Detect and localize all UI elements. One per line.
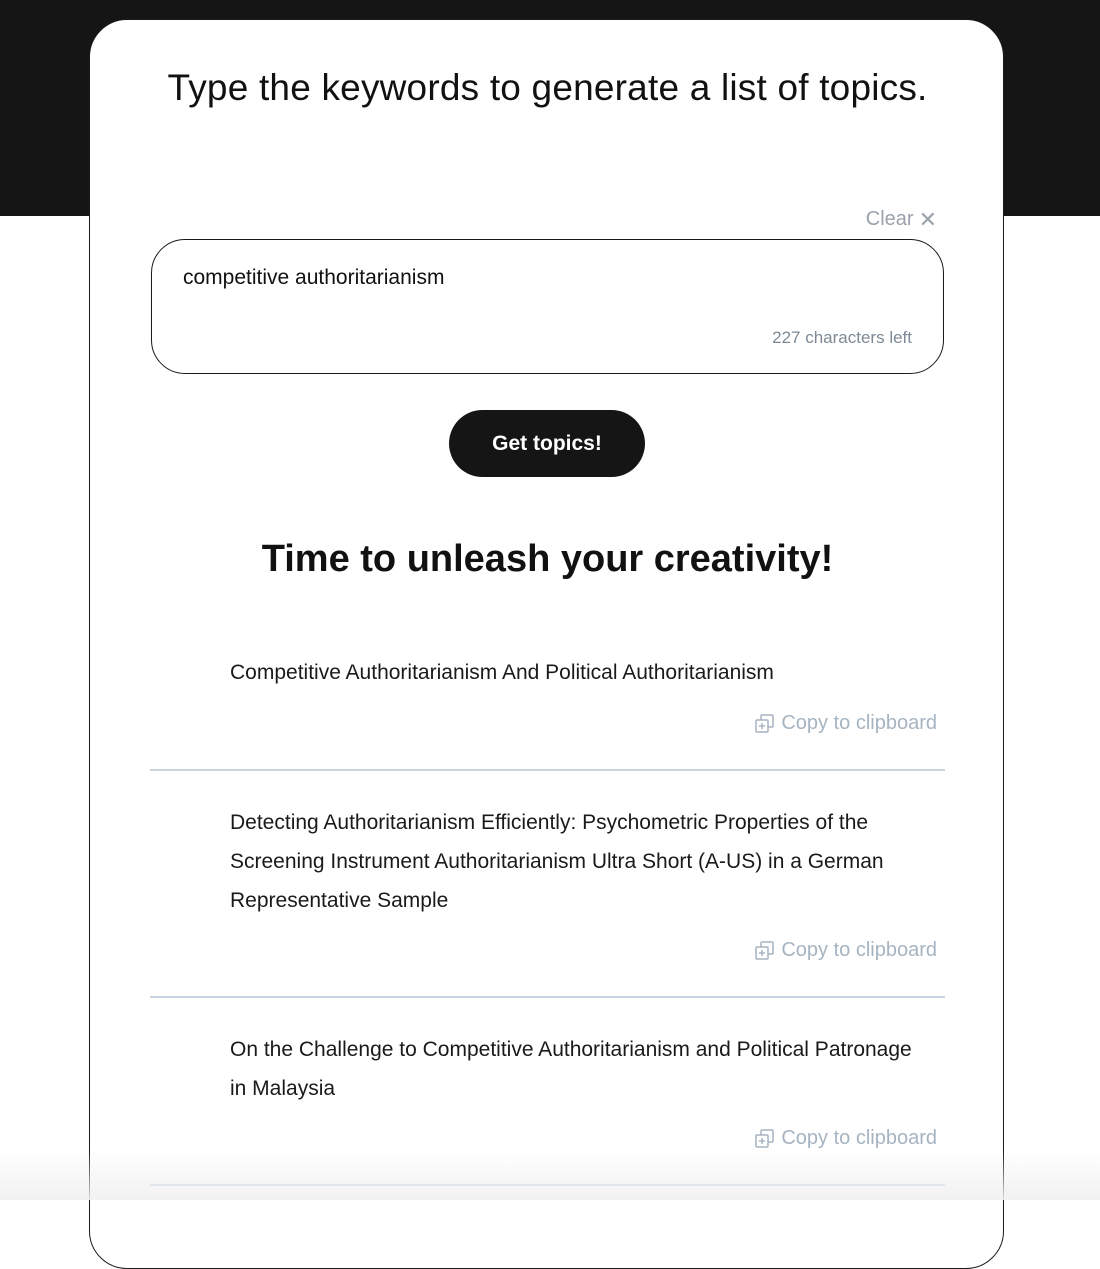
copy-icon — [754, 713, 776, 735]
copy-label: Copy to clipboard — [781, 939, 937, 961]
copy-to-clipboard-button[interactable] — [754, 939, 937, 962]
close-icon: ✕ — [918, 206, 937, 232]
clear-button[interactable] — [866, 208, 937, 231]
characters-left-counter: 227 characters left — [772, 328, 912, 347]
copy-to-clipboard-button[interactable] — [754, 712, 937, 735]
topic-text: On the Challenge to Competitive Authoritarianism and Political Patronage in Malaysia — [230, 1038, 912, 1100]
keywords-input-value[interactable]: competitive authoritarianism — [183, 266, 445, 289]
copy-icon — [754, 940, 776, 962]
page-title: Type the keywords to generate a list of topics. — [167, 67, 928, 108]
copy-icon — [754, 1128, 776, 1150]
topic-item — [150, 771, 945, 998]
topic-generator-card — [89, 19, 1004, 1269]
get-topics-button[interactable]: Get topics! — [449, 410, 645, 477]
topic-list — [150, 640, 945, 1186]
topic-item — [150, 998, 945, 1186]
keywords-input[interactable] — [151, 239, 944, 374]
copy-to-clipboard-button[interactable] — [754, 1127, 937, 1150]
topic-item — [150, 640, 945, 771]
copy-label: Copy to clipboard — [781, 712, 937, 734]
topic-text: Competitive Authoritarianism And Political Authoritarianism — [230, 661, 774, 684]
topic-text: Detecting Authoritarianism Efficiently: Psychometric Properties of the Screening Instrument Authoritarianism Ultra Short (A-US) in a German Representative Sample — [230, 811, 884, 912]
copy-label: Copy to clipboard — [781, 1127, 937, 1149]
clear-label: Clear — [865, 208, 914, 230]
results-heading: Time to unleash your creativity! — [261, 538, 834, 580]
